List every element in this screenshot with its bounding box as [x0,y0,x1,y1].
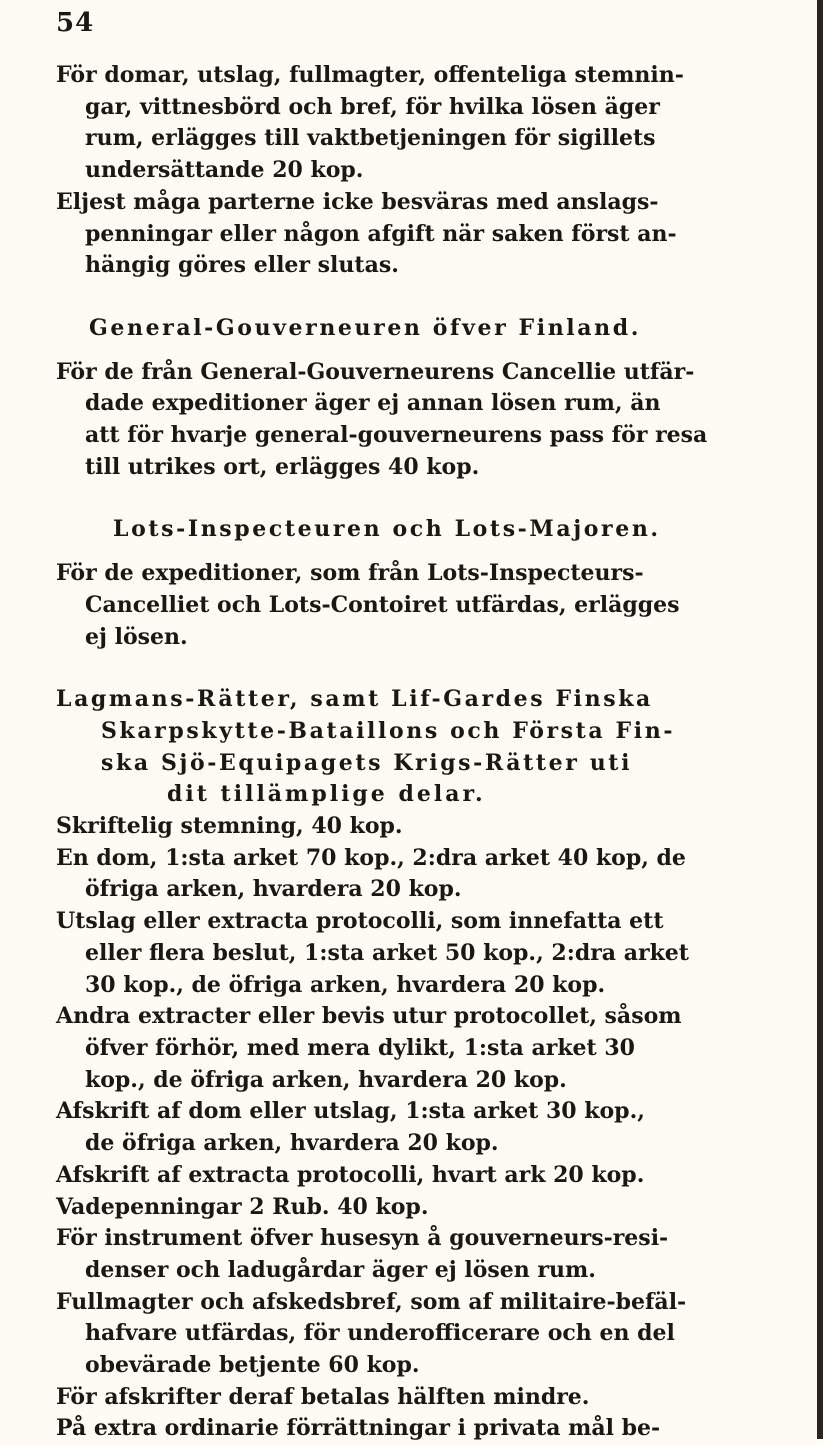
text-line: Vadepenningar 2 Rub. 40 kop. [56,1193,429,1220]
text-line: penningar eller någon afgift när saken först an- [85,220,677,247]
text-line: obeväradе betjente 60 kop. [85,1352,420,1379]
text-line: Afskrift af dom eller utslag, 1:sta arket 30 kop., [56,1098,645,1125]
text-line: För instrument öfver husesyn å gouverneurs-resi- [56,1225,669,1252]
section-heading: Skarpskytte-Bataillons och Första Fin- [101,717,676,744]
text-line: eller flera beslut, 1:sta arket 50 kop., 2:dra arket [85,939,689,966]
text-line: På extra ordinarie förrättningar i privata mål be- [56,1415,661,1442]
text-line: hafvare utfärdas, för underofficerare och en del [85,1320,675,1347]
text-line: hängig göres eller slutas. [85,252,399,279]
text-line: För afskrifter deraf betalas hälften mindre. [56,1383,590,1410]
text-line: de öfriga arken, hvardera 20 kop. [85,1130,499,1157]
text-line: Skriftelig stemning, 40 kop. [56,813,403,840]
text-line: En dom, 1:sta arket 70 kop., 2:dra arket 40 kop, de [56,844,686,871]
text-line: öfriga arken, hvardera 20 kop. [85,876,462,903]
text-line: För domar, utslag, fullmagter, offenteliga stemnin- [56,62,684,88]
spacer [56,653,808,684]
text-line: 30 kop., de öfriga arken, hvardera 20 kop. [85,971,606,998]
text-line: dade expeditioner äger ej annan lösen rum, än [85,390,661,417]
section-heading: dit tillämplige delar. [167,781,486,808]
section-heading: General-Gouverneuren öfver Finland. [89,314,641,341]
text-line: ej lösen. [85,623,188,650]
text-line: För de expeditioner, som från Lots-Inspecteurs- [56,560,644,587]
text-line: kop., de öfriga arken, hvardera 20 kop. [85,1066,567,1093]
text-line: Eljest måga parterne icke besväras med anslags- [56,188,659,215]
page-number: 54 [56,8,95,38]
text-line: Utslag eller extracta protocolli, som innefatta ett [56,908,664,935]
spacer [56,282,808,313]
spacer [56,483,808,514]
text-line: undersättande 20 kop. [85,157,364,184]
spacer [56,345,808,357]
text-line: Andra extracter eller bevis utur protocollet, såsom [56,1003,682,1030]
spacer [56,546,808,558]
page-edge [817,0,823,1439]
text-line: rum, erlägges till vaktbetjeningen för sigillets [85,125,656,152]
section-heading: ska Sjö-Equipagets Krigs-Rätter uti [101,749,633,776]
text-line: Cancelliet och Lots-Contoiret utfärdas, erlägges [85,591,680,618]
text-line: denser och ladugårdar äger ej lösen rum. [85,1256,596,1283]
text-line: gar, vittnesbörd och bref, för hvilka lösen äger [85,93,660,120]
text-line: öfver förhör, med mera dylikt, 1:sta arket 30 [85,1034,635,1061]
text-line: att för hvarje general-gouverneurens pass för resa [85,422,708,449]
section-heading: Lots-Inspecteuren och Lots-Majoren. [113,516,661,543]
text-line: Fullmagter och afskedsbref, som af militaire-befäl- [56,1288,687,1315]
section-heading: Lagmans-Rätter, samt Lif-Gardes Finska [56,686,653,713]
page-text [56,60,808,1445]
text-line: För de från General-Gouverneurens Cancellie utfär- [56,358,695,385]
text-line: till utrikes ort, erlägges 40 kop. [85,453,480,480]
text-line: Afskrift af extracta protocolli, hvart ark 20 kop. [56,1161,645,1188]
